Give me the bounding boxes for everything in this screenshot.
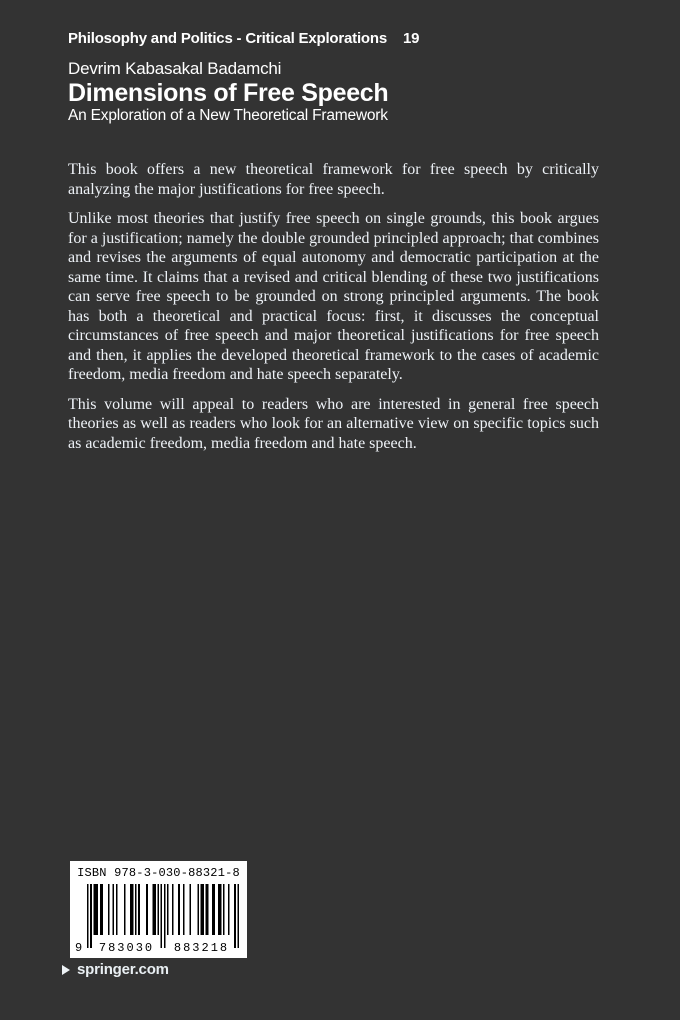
barcode-digit-group: 883218 <box>173 941 230 955</box>
springer-url-label: springer.com <box>77 961 169 978</box>
springer-url <box>62 961 169 978</box>
barcode-digit-group: 783030 <box>98 941 155 955</box>
barcode-digit-group: 9 <box>75 941 83 955</box>
book-subtitle: An Exploration of a New Theoretical Framework <box>68 107 388 124</box>
series-number: 19 <box>403 30 420 47</box>
isbn-number: ISBN 978-3-030-88321-8 <box>77 866 240 880</box>
back-cover-blurb <box>68 160 599 463</box>
ean13-barcode <box>87 884 239 948</box>
arrow-right-icon <box>62 965 70 975</box>
author-name: Devrim Kabasakal Badamchi <box>68 59 282 78</box>
blurb-paragraph-2: Unlike most theories that justify free speech on single grounds, this book argues for a justification; namely the double grounded principled approach; that combines and revises the arguments of equal autonomy and democratic participation at the same time. It claims that a revised and critical blending of these two justifications can serve free speech to be grounded on strong principled arguments. The book has both a theoretical and practical focus: first, it discusses the conceptual circumstances of free speech and major theoretical justifications for free speech and then, it applies the developed theoretical framework to the cases of academic freedom, media freedom and hate speech separately. <box>68 210 599 383</box>
isbn-barcode-panel <box>70 861 247 958</box>
blurb-paragraph-3: This volume will appeal to readers who are interested in general free speech theories as well as readers who look for an alternative view on specific topics such as academic freedom, media freedom and hate speech. <box>68 395 599 452</box>
book-title: Dimensions of Free Speech <box>68 79 389 107</box>
series-title: Philosophy and Politics - Critical Explorations <box>68 30 387 47</box>
series-title-line <box>68 30 419 47</box>
blurb-paragraph-1: This book offers a new theoretical framework for free speech by critically analyzing the major justifications for free speech. <box>68 161 599 198</box>
